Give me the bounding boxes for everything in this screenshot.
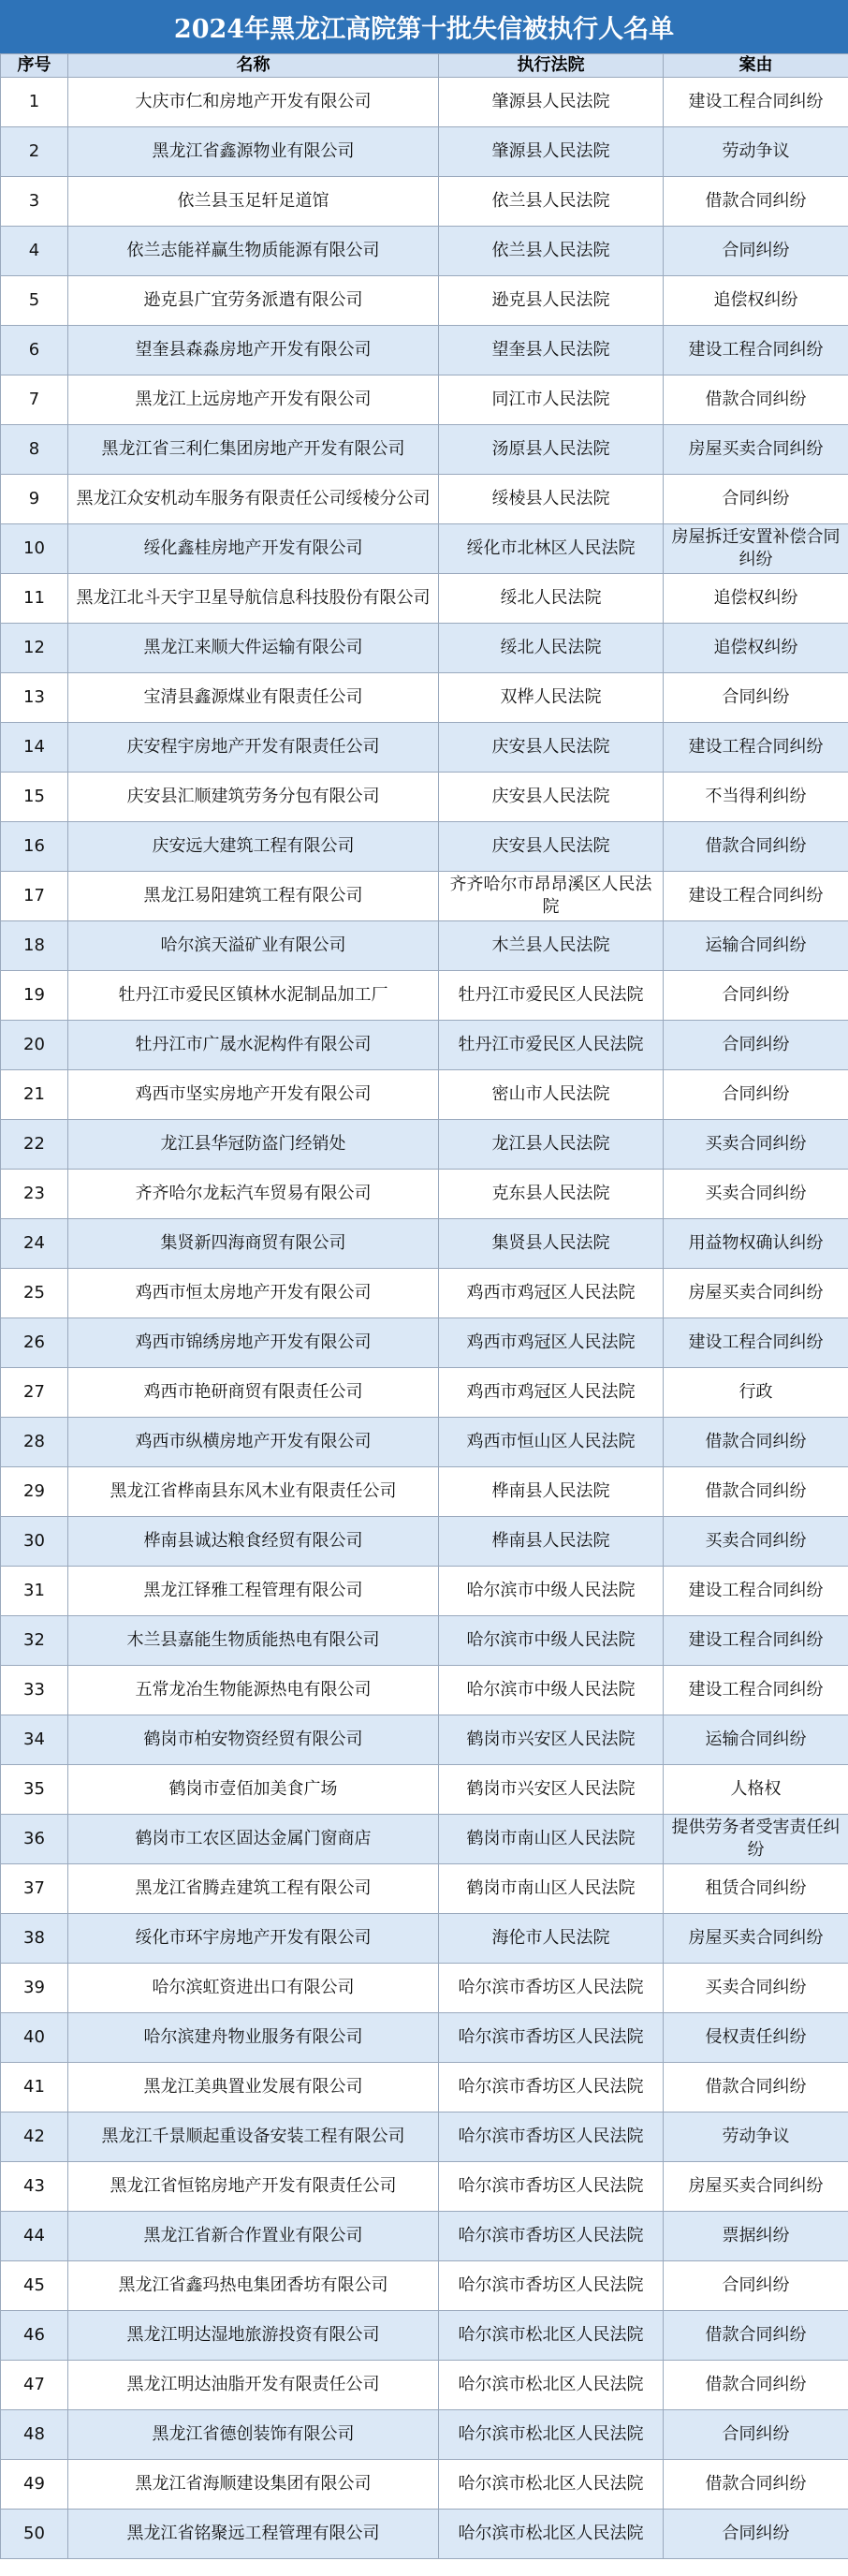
header-case: 案由 (664, 54, 848, 78)
cell-no: 30 (1, 1517, 68, 1567)
cell-no: 43 (1, 2162, 68, 2212)
cell-court: 哈尔滨市松北区人民法院 (439, 2460, 664, 2510)
cell-name: 鸡西市艳研商贸有限责任公司 (68, 1368, 439, 1418)
cell-court: 哈尔滨市中级人民法院 (439, 1567, 664, 1616)
cell-no: 35 (1, 1765, 68, 1815)
cell-case: 建设工程合同纠纷 (664, 1666, 848, 1715)
table-row (1, 2013, 848, 2063)
cell-no: 28 (1, 1418, 68, 1467)
table-row (1, 921, 848, 971)
cell-no: 22 (1, 1120, 68, 1170)
cell-case: 建设工程合同纠纷 (664, 326, 848, 375)
cell-court: 绥北人民法院 (439, 574, 664, 624)
cell-name: 黑龙江来顺大件运输有限公司 (68, 624, 439, 673)
cell-case: 借款合同纠纷 (664, 2311, 848, 2361)
cell-case: 合同纠纷 (664, 1070, 848, 1120)
cell-case: 建设工程合同纠纷 (664, 872, 848, 921)
cell-name: 绥化鑫桂房地产开发有限公司 (68, 524, 439, 574)
cell-court: 哈尔滨市香坊区人民法院 (439, 2162, 664, 2212)
cell-name: 黑龙江省三利仁集团房地产开发有限公司 (68, 425, 439, 475)
cell-case: 劳动争议 (664, 2112, 848, 2162)
cell-court: 哈尔滨市松北区人民法院 (439, 2361, 664, 2410)
cell-name: 集贤新四海商贸有限公司 (68, 1219, 439, 1269)
cell-name: 绥化市环宇房地产开发有限公司 (68, 1914, 439, 1964)
cell-court: 哈尔滨市香坊区人民法院 (439, 2013, 664, 2063)
cell-court: 绥化市北林区人民法院 (439, 524, 664, 574)
cell-court: 双桦人民法院 (439, 673, 664, 723)
cell-name: 鸡西市锦绣房地产开发有限公司 (68, 1318, 439, 1368)
cell-court: 哈尔滨市中级人民法院 (439, 1666, 664, 1715)
table-row (1, 723, 848, 773)
cell-no: 47 (1, 2361, 68, 2410)
cell-name: 依兰志能祥赢生物质能源有限公司 (68, 227, 439, 276)
table-row (1, 326, 848, 375)
table-row (1, 1070, 848, 1120)
cell-name: 黑龙江省鑫源物业有限公司 (68, 127, 439, 177)
cell-court: 集贤县人民法院 (439, 1219, 664, 1269)
cell-name: 鹤岗市工农区固达金属门窗商店 (68, 1815, 439, 1864)
cell-name: 鸡西市坚实房地产开发有限公司 (68, 1070, 439, 1120)
cell-case: 借款合同纠纷 (664, 2063, 848, 2112)
table-row (1, 2311, 848, 2361)
cell-case: 买卖合同纠纷 (664, 1170, 848, 1219)
table-row (1, 1021, 848, 1070)
table-row (1, 2261, 848, 2311)
table-row (1, 1815, 848, 1864)
cell-no: 17 (1, 872, 68, 921)
cell-case: 借款合同纠纷 (664, 375, 848, 425)
cell-court: 依兰县人民法院 (439, 177, 664, 227)
cell-name: 桦南县诚达粮食经贸有限公司 (68, 1517, 439, 1567)
table-row (1, 475, 848, 524)
cell-no: 34 (1, 1715, 68, 1765)
cell-case: 建设工程合同纠纷 (664, 1567, 848, 1616)
cell-court: 肇源县人民法院 (439, 127, 664, 177)
cell-case: 买卖合同纠纷 (664, 1517, 848, 1567)
header-court: 执行法院 (439, 54, 664, 78)
cell-case: 建设工程合同纠纷 (664, 723, 848, 773)
cell-case: 房屋买卖合同纠纷 (664, 1914, 848, 1964)
table-row (1, 2162, 848, 2212)
cell-no: 12 (1, 624, 68, 673)
cell-no: 37 (1, 1864, 68, 1914)
cell-name: 黑龙江铎雅工程管理有限公司 (68, 1567, 439, 1616)
cell-case: 借款合同纠纷 (664, 2361, 848, 2410)
cell-name: 宝清县鑫源煤业有限责任公司 (68, 673, 439, 723)
cell-case: 借款合同纠纷 (664, 1418, 848, 1467)
cell-name: 黑龙江省恒铭房地产开发有限责任公司 (68, 2162, 439, 2212)
cell-case: 买卖合同纠纷 (664, 1120, 848, 1170)
cell-no: 15 (1, 773, 68, 822)
cell-case: 侵权责任纠纷 (664, 2013, 848, 2063)
table-row (1, 276, 848, 326)
cell-name: 黑龙江省桦南县东风木业有限责任公司 (68, 1467, 439, 1517)
cell-court: 鹤岗市兴安区人民法院 (439, 1765, 664, 1815)
cell-court: 哈尔滨市香坊区人民法院 (439, 2261, 664, 2311)
cell-no: 36 (1, 1815, 68, 1864)
cell-name: 鸡西市恒太房地产开发有限公司 (68, 1269, 439, 1318)
cell-no: 33 (1, 1666, 68, 1715)
roster-table (0, 53, 848, 2559)
cell-case: 提供劳务者受害责任纠纷 (664, 1815, 848, 1864)
cell-no: 14 (1, 723, 68, 773)
cell-case: 合同纠纷 (664, 2510, 848, 2559)
table-row (1, 822, 848, 872)
cell-name: 黑龙江千景顺起重设备安装工程有限公司 (68, 2112, 439, 2162)
cell-name: 庆安程宇房地产开发有限责任公司 (68, 723, 439, 773)
cell-court: 鹤岗市南山区人民法院 (439, 1864, 664, 1914)
cell-name: 牡丹江市广晟水泥构件有限公司 (68, 1021, 439, 1070)
cell-court: 牡丹江市爱民区人民法院 (439, 971, 664, 1021)
cell-name: 黑龙江北斗天宇卫星导航信息科技股份有限公司 (68, 574, 439, 624)
table-row (1, 1765, 848, 1815)
cell-name: 黑龙江省新合作置业有限公司 (68, 2212, 439, 2261)
table-row (1, 2112, 848, 2162)
cell-name: 逊克县广宜劳务派遣有限公司 (68, 276, 439, 326)
table-row (1, 425, 848, 475)
table-row (1, 1170, 848, 1219)
table-row (1, 574, 848, 624)
table-row (1, 1219, 848, 1269)
cell-case: 合同纠纷 (664, 971, 848, 1021)
cell-name: 黑龙江众安机动车服务有限责任公司绥棱分公司 (68, 475, 439, 524)
cell-court: 同江市人民法院 (439, 375, 664, 425)
cell-case: 合同纠纷 (664, 673, 848, 723)
table-row (1, 1318, 848, 1368)
cell-case: 借款合同纠纷 (664, 822, 848, 872)
cell-court: 逊克县人民法院 (439, 276, 664, 326)
cell-court: 哈尔滨市香坊区人民法院 (439, 2212, 664, 2261)
cell-no: 24 (1, 1219, 68, 1269)
cell-court: 木兰县人民法院 (439, 921, 664, 971)
table-row (1, 2361, 848, 2410)
cell-name: 庆安县汇顺建筑劳务分包有限公司 (68, 773, 439, 822)
table-row (1, 1517, 848, 1567)
cell-name: 黑龙江上远房地产开发有限公司 (68, 375, 439, 425)
cell-no: 19 (1, 971, 68, 1021)
cell-court: 绥棱县人民法院 (439, 475, 664, 524)
cell-no: 4 (1, 227, 68, 276)
cell-case: 房屋买卖合同纠纷 (664, 1269, 848, 1318)
table-row (1, 624, 848, 673)
cell-name: 黑龙江易阳建筑工程有限公司 (68, 872, 439, 921)
table-row (1, 127, 848, 177)
cell-case: 租赁合同纠纷 (664, 1864, 848, 1914)
roster-body (1, 78, 848, 2559)
cell-no: 45 (1, 2261, 68, 2311)
cell-case: 合同纠纷 (664, 227, 848, 276)
table-row (1, 2063, 848, 2112)
cell-name: 龙江县华冠防盗门经销处 (68, 1120, 439, 1170)
table-row (1, 1467, 848, 1517)
cell-case: 人格权 (664, 1765, 848, 1815)
cell-case: 追偿权纠纷 (664, 624, 848, 673)
cell-court: 望奎县人民法院 (439, 326, 664, 375)
cell-name: 牡丹江市爱民区镇林水泥制品加工厂 (68, 971, 439, 1021)
page-title: 2024年黑龙江高院第十批失信被执行人名单 (0, 0, 848, 53)
cell-no: 16 (1, 822, 68, 872)
cell-case: 运输合同纠纷 (664, 1715, 848, 1765)
cell-no: 8 (1, 425, 68, 475)
cell-court: 鸡西市恒山区人民法院 (439, 1418, 664, 1467)
cell-court: 桦南县人民法院 (439, 1517, 664, 1567)
cell-no: 18 (1, 921, 68, 971)
cell-no: 42 (1, 2112, 68, 2162)
cell-name: 黑龙江美典置业发展有限公司 (68, 2063, 439, 2112)
cell-case: 追偿权纠纷 (664, 276, 848, 326)
table-row (1, 2460, 848, 2510)
cell-court: 庆安县人民法院 (439, 773, 664, 822)
cell-court: 庆安县人民法院 (439, 822, 664, 872)
cell-case: 合同纠纷 (664, 1021, 848, 1070)
cell-no: 31 (1, 1567, 68, 1616)
cell-no: 20 (1, 1021, 68, 1070)
cell-name: 黑龙江省德创装饰有限公司 (68, 2410, 439, 2460)
cell-no: 6 (1, 326, 68, 375)
table-row (1, 2510, 848, 2559)
table-row (1, 1269, 848, 1318)
cell-case: 不当得利纠纷 (664, 773, 848, 822)
cell-name: 望奎县森淼房地产开发有限公司 (68, 326, 439, 375)
cell-name: 鹤岗市柏安物资经贸有限公司 (68, 1715, 439, 1765)
cell-court: 哈尔滨市松北区人民法院 (439, 2510, 664, 2559)
cell-no: 50 (1, 2510, 68, 2559)
cell-case: 用益物权确认纠纷 (664, 1219, 848, 1269)
cell-case: 房屋买卖合同纠纷 (664, 425, 848, 475)
cell-name: 鹤岗市壹佰加美食广场 (68, 1765, 439, 1815)
table-row (1, 2410, 848, 2460)
cell-court: 鸡西市鸡冠区人民法院 (439, 1368, 664, 1418)
cell-court: 海伦市人民法院 (439, 1914, 664, 1964)
table-row (1, 1964, 848, 2013)
cell-name: 鸡西市纵横房地产开发有限公司 (68, 1418, 439, 1467)
table-row (1, 375, 848, 425)
cell-case: 建设工程合同纠纷 (664, 78, 848, 127)
header-name: 名称 (68, 54, 439, 78)
cell-no: 29 (1, 1467, 68, 1517)
cell-case: 行政 (664, 1368, 848, 1418)
cell-case: 借款合同纠纷 (664, 177, 848, 227)
cell-name: 黑龙江省鑫玛热电集团香坊有限公司 (68, 2261, 439, 2311)
cell-court: 鸡西市鸡冠区人民法院 (439, 1269, 664, 1318)
cell-name: 黑龙江省海顺建设集团有限公司 (68, 2460, 439, 2510)
table-row (1, 673, 848, 723)
cell-no: 5 (1, 276, 68, 326)
cell-no: 3 (1, 177, 68, 227)
cell-court: 汤原县人民法院 (439, 425, 664, 475)
cell-court: 鸡西市鸡冠区人民法院 (439, 1318, 664, 1368)
header-row (1, 54, 848, 78)
cell-court: 桦南县人民法院 (439, 1467, 664, 1517)
cell-name: 黑龙江明达油脂开发有限责任公司 (68, 2361, 439, 2410)
cell-case: 劳动争议 (664, 127, 848, 177)
table-row (1, 1368, 848, 1418)
cell-no: 49 (1, 2460, 68, 2510)
cell-case: 建设工程合同纠纷 (664, 1616, 848, 1666)
cell-name: 齐齐哈尔龙耘汽车贸易有限公司 (68, 1170, 439, 1219)
table-row (1, 1120, 848, 1170)
cell-no: 44 (1, 2212, 68, 2261)
cell-case: 买卖合同纠纷 (664, 1964, 848, 2013)
cell-name: 黑龙江省腾垚建筑工程有限公司 (68, 1864, 439, 1914)
cell-no: 7 (1, 375, 68, 425)
cell-name: 庆安远大建筑工程有限公司 (68, 822, 439, 872)
cell-court: 龙江县人民法院 (439, 1120, 664, 1170)
cell-court: 庆安县人民法院 (439, 723, 664, 773)
table-row (1, 872, 848, 921)
cell-case: 追偿权纠纷 (664, 574, 848, 624)
cell-no: 27 (1, 1368, 68, 1418)
cell-court: 哈尔滨市香坊区人民法院 (439, 2112, 664, 2162)
cell-no: 32 (1, 1616, 68, 1666)
cell-court: 齐齐哈尔市昂昂溪区人民法院 (439, 872, 664, 921)
cell-no: 2 (1, 127, 68, 177)
header-no: 序号 (1, 54, 68, 78)
cell-no: 40 (1, 2013, 68, 2063)
cell-no: 38 (1, 1914, 68, 1964)
cell-case: 借款合同纠纷 (664, 1467, 848, 1517)
table-row (1, 1864, 848, 1914)
cell-no: 10 (1, 524, 68, 574)
cell-case: 建设工程合同纠纷 (664, 1318, 848, 1368)
cell-case: 合同纠纷 (664, 475, 848, 524)
cell-no: 23 (1, 1170, 68, 1219)
cell-name: 黑龙江省铭聚远工程管理有限公司 (68, 2510, 439, 2559)
cell-no: 41 (1, 2063, 68, 2112)
cell-name: 五常龙冶生物能源热电有限公司 (68, 1666, 439, 1715)
cell-no: 21 (1, 1070, 68, 1120)
cell-court: 密山市人民法院 (439, 1070, 664, 1120)
cell-case: 票据纠纷 (664, 2212, 848, 2261)
cell-name: 哈尔滨天溢矿业有限公司 (68, 921, 439, 971)
cell-court: 克东县人民法院 (439, 1170, 664, 1219)
cell-court: 哈尔滨市中级人民法院 (439, 1616, 664, 1666)
cell-no: 48 (1, 2410, 68, 2460)
cell-case: 运输合同纠纷 (664, 921, 848, 971)
cell-no: 13 (1, 673, 68, 723)
table-row (1, 1616, 848, 1666)
cell-name: 木兰县嘉能生物质能热电有限公司 (68, 1616, 439, 1666)
cell-court: 鹤岗市南山区人民法院 (439, 1815, 664, 1864)
cell-court: 肇源县人民法院 (439, 78, 664, 127)
cell-court: 依兰县人民法院 (439, 227, 664, 276)
table-row (1, 1914, 848, 1964)
cell-case: 合同纠纷 (664, 2261, 848, 2311)
table-row (1, 1418, 848, 1467)
table-row (1, 1666, 848, 1715)
cell-court: 哈尔滨市香坊区人民法院 (439, 2063, 664, 2112)
cell-name: 哈尔滨建舟物业服务有限公司 (68, 2013, 439, 2063)
table-row (1, 1715, 848, 1765)
table-row (1, 971, 848, 1021)
cell-no: 9 (1, 475, 68, 524)
cell-no: 26 (1, 1318, 68, 1368)
cell-court: 绥北人民法院 (439, 624, 664, 673)
cell-court: 哈尔滨市松北区人民法院 (439, 2311, 664, 2361)
cell-court: 哈尔滨市香坊区人民法院 (439, 1964, 664, 2013)
cell-case: 房屋买卖合同纠纷 (664, 2162, 848, 2212)
cell-court: 牡丹江市爱民区人民法院 (439, 1021, 664, 1070)
cell-court: 哈尔滨市松北区人民法院 (439, 2410, 664, 2460)
table-row (1, 78, 848, 127)
cell-no: 46 (1, 2311, 68, 2361)
cell-no: 11 (1, 574, 68, 624)
cell-no: 1 (1, 78, 68, 127)
cell-no: 39 (1, 1964, 68, 2013)
table-row (1, 773, 848, 822)
cell-name: 依兰县玉足轩足道馆 (68, 177, 439, 227)
table-row (1, 2212, 848, 2261)
cell-name: 大庆市仁和房地产开发有限公司 (68, 78, 439, 127)
table-row (1, 227, 848, 276)
table-row (1, 524, 848, 574)
cell-case: 房屋拆迁安置补偿合同纠纷 (664, 524, 848, 574)
cell-no: 25 (1, 1269, 68, 1318)
cell-court: 鹤岗市兴安区人民法院 (439, 1715, 664, 1765)
cell-case: 借款合同纠纷 (664, 2460, 848, 2510)
cell-case: 合同纠纷 (664, 2410, 848, 2460)
cell-name: 黑龙江明达湿地旅游投资有限公司 (68, 2311, 439, 2361)
table-row (1, 177, 848, 227)
cell-name: 哈尔滨虹资进出口有限公司 (68, 1964, 439, 2013)
table-row (1, 1567, 848, 1616)
